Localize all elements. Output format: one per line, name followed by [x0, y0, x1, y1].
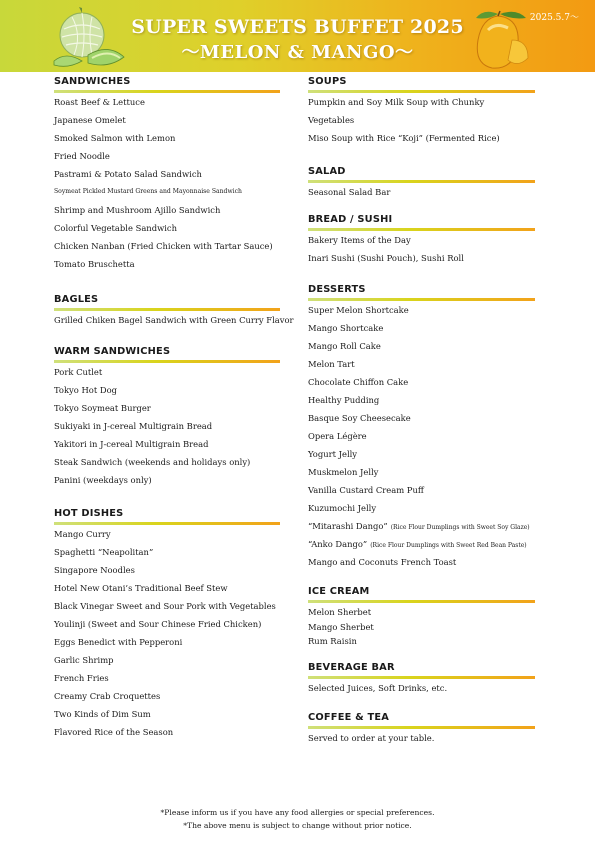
menu-item-label: Mango Shortcake: [308, 323, 384, 333]
menu-item-label: Fried Noodle: [54, 151, 110, 161]
menu-item: [54, 204, 280, 222]
menu-item: [54, 402, 280, 420]
section-divider: [308, 228, 535, 231]
menu-item: [308, 556, 535, 574]
menu-item: [308, 234, 535, 252]
menu-item-label: Panini (weekdays only): [54, 475, 152, 485]
menu-item: [308, 732, 535, 750]
menu-item-label: Tokyo Hot Dog: [54, 385, 117, 395]
menu-item-label: Vanilla Custard Cream Puff: [308, 485, 424, 495]
menu-item: [54, 546, 280, 564]
menu-item: [54, 618, 280, 636]
menu-item-label: “Mitarashi Dango”: [308, 521, 388, 531]
section-sandwiches: [54, 76, 280, 276]
menu-item-label: Melon Sherbet: [308, 607, 372, 617]
menu-item: [308, 621, 535, 636]
menu-item: [308, 682, 535, 700]
menu-item-label: Steak Sandwich (weekends and holidays only): [54, 457, 251, 467]
menu-item-label: Miso Soup with Rice “Koji” (Fermented Rice): [308, 133, 500, 143]
menu-item: [54, 456, 280, 474]
section-heading: COFFEE & TEA: [308, 711, 390, 723]
menu-item: [308, 412, 535, 430]
menu-item-label: Two Kinds of Dim Sum: [54, 709, 151, 719]
menu-item: [308, 252, 535, 270]
menu-item-label: Smoked Salmon with Lemon: [54, 133, 176, 143]
menu-item: [54, 654, 280, 672]
menu-item: [54, 384, 280, 402]
section-divider: [308, 90, 535, 93]
section-heading: BREAD / SUSHI: [308, 214, 393, 225]
menu-item: [308, 538, 535, 556]
section-heading: WARM SANDWICHES: [54, 346, 171, 357]
menu-item: [54, 726, 280, 744]
footer-notes: [0, 806, 595, 832]
menu-item-label: Selected Juices, Soft Drinks, etc.: [308, 682, 448, 693]
menu-item: [308, 502, 535, 520]
menu-item: [308, 430, 535, 448]
menu-item-label: Colorful Vegetable Sandwich: [54, 223, 177, 233]
section-heading: DESSERTS: [308, 284, 366, 295]
section-bagles: [54, 294, 294, 332]
section-beverage-bar: [308, 662, 535, 700]
section-heading: BEVERAGE BAR: [308, 661, 395, 673]
menu-item-label: Kuzumochi Jelly: [308, 503, 377, 513]
menu-item: [54, 672, 280, 690]
menu-item-label: Roast Beef & Lettuce: [54, 97, 145, 107]
right-column: [308, 76, 535, 750]
menu-item-label: Healthy Pudding: [308, 395, 380, 405]
section-heading: ICE CREAM: [308, 586, 370, 597]
menu-item: [54, 420, 280, 438]
menu-item-label: Pumpkin and Soy Milk Soup with Chunky: [308, 97, 485, 107]
menu-item: [54, 528, 280, 546]
menu-item: [54, 132, 280, 150]
menu-item: [308, 484, 535, 502]
menu-item: [54, 114, 280, 132]
menu-list: [308, 234, 535, 270]
menu-item: [54, 564, 280, 582]
menu-item: [308, 340, 535, 358]
menu-item: [54, 96, 280, 114]
menu-item-note: (Rice Flour Dumplings with Sweet Red Bean Paste): [370, 542, 527, 549]
menu-item-label: Chicken Nanban (Fried Chicken with Tartar Sauce): [54, 241, 273, 251]
menu-item: [54, 438, 280, 456]
menu-item: [54, 636, 280, 654]
menu-item: [308, 304, 535, 322]
menu-item: [308, 394, 535, 412]
menu-item: [54, 258, 280, 276]
menu-item-label: Grilled Chiken Bagel Sandwich with Green Curry Flavor: [54, 315, 294, 325]
menu-item-label: Singapore Noodles: [54, 565, 135, 575]
menu-item-label: Pastrami & Potato Salad Sandwich: [54, 169, 202, 179]
section-divider: [308, 676, 535, 679]
menu-item-label: Spaghetti “Neapolitan”: [54, 547, 154, 557]
menu-item-label: Served to order at your table.: [308, 732, 435, 743]
left-column: [54, 76, 294, 744]
section-hot-dishes: [54, 508, 280, 744]
menu-item: [308, 448, 535, 466]
section-desserts: [308, 284, 535, 574]
menu-item-label: Basque Soy Cheesecake: [308, 413, 411, 423]
section-bread-sushi: [308, 214, 535, 270]
section-divider: [54, 308, 280, 311]
menu-item: [54, 582, 280, 600]
menu-item-label: Yogurt Jelly: [308, 449, 358, 459]
menu-item: [54, 366, 280, 384]
menu-item: [308, 132, 535, 150]
section-divider: [54, 360, 280, 363]
section-heading: BAGLES: [54, 294, 99, 305]
date-label: 2025.5.7〜: [529, 13, 579, 23]
menu-item: [54, 222, 280, 240]
section-divider: [308, 600, 535, 603]
menu-item: [308, 466, 535, 484]
menu-item-label: Seasonal Salad Bar: [308, 187, 391, 197]
header-banner: [0, 0, 595, 72]
menu-item-label: Japanese Omelet: [54, 115, 126, 125]
menu-item: [308, 186, 535, 204]
menu-item-label: Creamy Crab Croquettes: [54, 691, 161, 701]
menu-item-label: Vegetables: [308, 115, 355, 125]
section-divider: [54, 90, 280, 93]
menu-item-label: Rum Raisin: [308, 636, 357, 646]
menu-list: [308, 682, 535, 700]
menu-item-label: Tokyo Soymeat Burger: [54, 403, 151, 413]
page-title: SUPER SWEETS BUFFET 2025: [131, 16, 464, 38]
section-divider: [308, 726, 535, 729]
menu-item-label: Super Melon Shortcake: [308, 305, 409, 315]
menu-item: [308, 358, 535, 376]
section-heading: SANDWICHES: [54, 76, 131, 87]
section-ice-cream: [308, 586, 535, 650]
section-divider: [308, 298, 535, 301]
menu-item: [54, 600, 280, 618]
menu-item-label: Flavored Rice of the Season: [54, 727, 174, 737]
menu-item: [308, 96, 535, 114]
menu-item-label: Mango Roll Cake: [308, 341, 381, 351]
menu-item-label: French Fries: [54, 673, 109, 683]
menu-list: [308, 732, 535, 750]
menu-item-label: Mango Sherbet: [308, 621, 374, 632]
menu-item-label: Eggs Benedict with Pepperoni: [54, 637, 183, 647]
menu-item: [54, 186, 280, 204]
menu-item-label: Melon Tart: [308, 359, 355, 369]
menu-item: [308, 322, 535, 340]
menu-item: [308, 606, 535, 621]
menu-item-label: Mango Curry: [54, 529, 111, 539]
menu-item: [308, 376, 535, 394]
menu-item: [308, 635, 535, 650]
menu-item-label: Soymeat Pickled Mustard Greens and Mayonnaise Sandwich: [54, 188, 242, 195]
menu-list: [308, 96, 535, 150]
menu-list: [54, 314, 294, 332]
menu-item: [54, 474, 280, 492]
menu-item: [54, 314, 294, 332]
menu-item: [54, 708, 280, 726]
footer-note-allergies: *Please inform us if you have any food allergies or special preferences.: [160, 808, 435, 817]
menu-item: [308, 114, 535, 132]
section-warm-sandwiches: [54, 346, 280, 492]
menu-item-label: Muskmelon Jelly: [308, 467, 379, 477]
menu-list: [54, 96, 280, 276]
menu-item-label: Garlic Shrimp: [54, 655, 114, 665]
menu-item: [54, 690, 280, 708]
menu-item-note: (Rice Flour Dumplings with Sweet Soy Glaze): [390, 524, 530, 531]
menu-list: [54, 366, 280, 492]
menu-item-label: Tomato Bruschetta: [54, 259, 135, 269]
section-heading: SALAD: [308, 166, 346, 177]
section-salad: [308, 166, 535, 204]
menu-item-label: Opera Légère: [308, 431, 367, 441]
menu-item-label: Inari Sushi (Sushi Pouch), Sushi Roll: [308, 253, 464, 263]
menu-list: [308, 304, 535, 574]
menu-item-label: Chocolate Chiffon Cake: [308, 377, 409, 387]
menu-item-label: Sukiyaki in J-cereal Multigrain Bread: [54, 421, 213, 431]
section-heading: SOUPS: [308, 76, 347, 87]
menu-item-label: Yakitori in J-cereal Multigrain Bread: [54, 439, 209, 449]
page-subtitle: 〜MELON & MANGO〜: [181, 42, 414, 63]
section-divider: [308, 180, 535, 183]
menu-item: [54, 240, 280, 258]
menu-item-label: Bakery Items of the Day: [308, 235, 411, 245]
menu-list: [308, 606, 535, 650]
menu-item: [308, 520, 535, 538]
menu-list: [54, 528, 280, 744]
menu-item: [54, 168, 280, 186]
section-soups: [308, 76, 535, 150]
menu-item-label: Pork Cutlet: [54, 367, 103, 377]
section-heading: HOT DISHES: [54, 508, 124, 519]
menu-item-label: Hotel New Otani’s Traditional Beef Stew: [54, 583, 228, 593]
menu-item-label: “Anko Dango”: [308, 539, 368, 549]
menu-list: [308, 186, 535, 204]
menu-item-label: Shrimp and Mushroom Ajillo Sandwich: [54, 205, 221, 215]
menu-item-label: Youlinji (Sweet and Sour Chinese Fried Chicken): [54, 619, 262, 629]
menu-item: [54, 150, 280, 168]
menu-item-label: Black Vinegar Sweet and Sour Pork with Vegetables: [54, 601, 276, 611]
menu-item-label: Mango and Coconuts French Toast: [308, 557, 457, 567]
section-divider: [54, 522, 280, 525]
mango-illustration: [468, 10, 532, 72]
section-coffee-tea: [308, 712, 535, 750]
footer-note-changes: *The above menu is subject to change without prior notice.: [183, 821, 412, 830]
